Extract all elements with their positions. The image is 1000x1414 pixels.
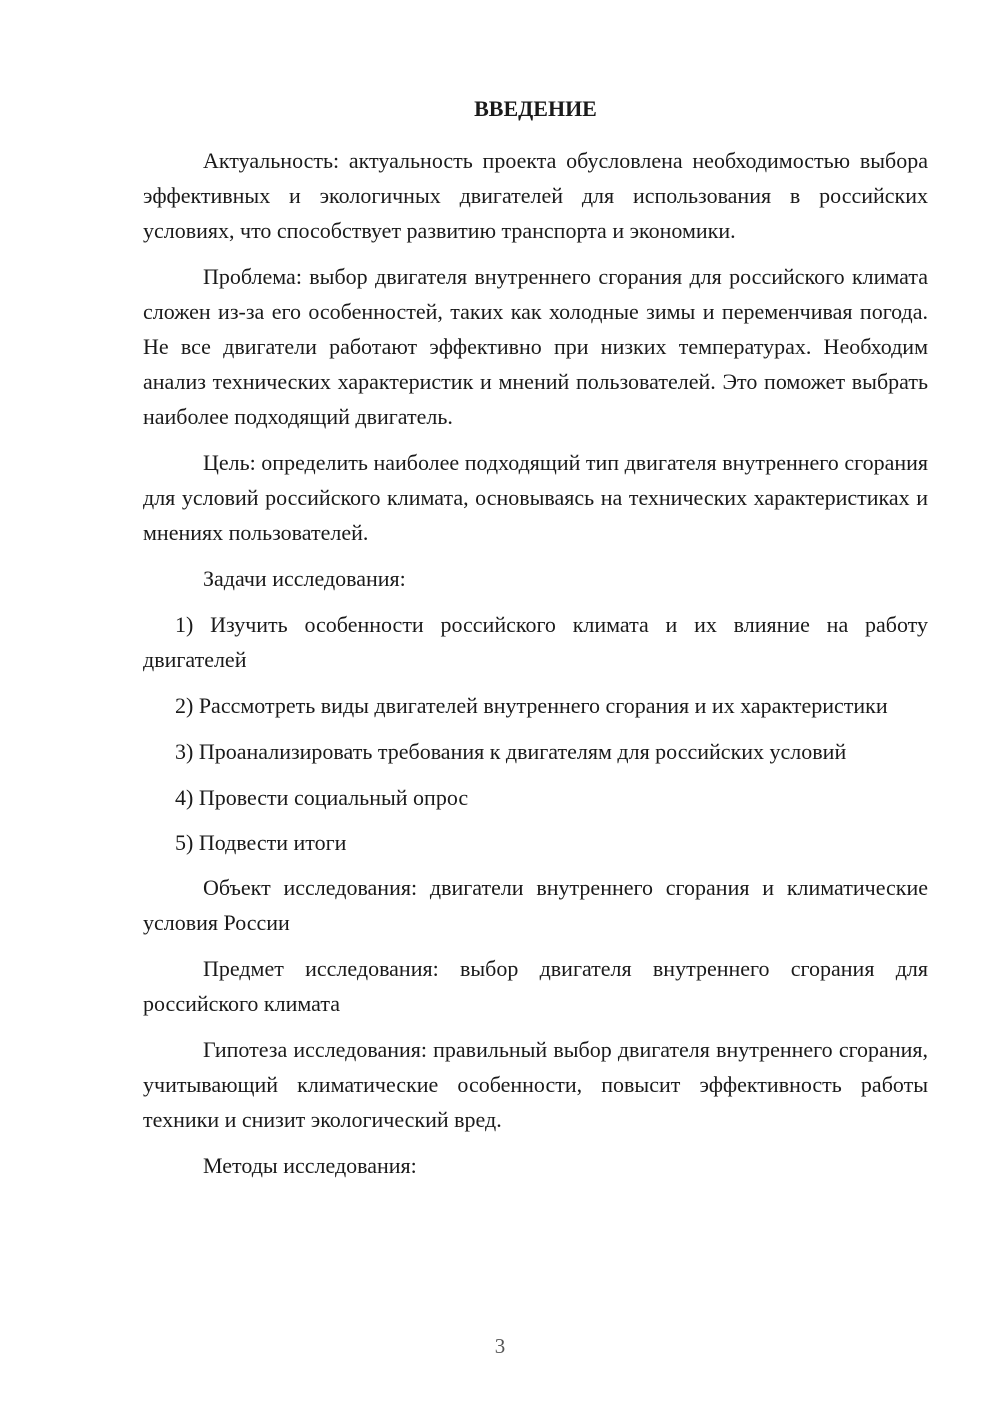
- task-item: 3) Проанализировать требования к двигателям для российских условий: [175, 739, 847, 764]
- task-item: 5) Подвести итоги: [175, 830, 347, 855]
- document-page: [143, 94, 928, 1194]
- subject-paragraph: Предмет исследования: выбор двигателя внутреннего сгорания для российского климата: [143, 956, 928, 1016]
- page-title: ВВЕДЕНИЕ: [474, 96, 597, 121]
- problem-paragraph: Проблема: выбор двигателя внутреннего сгорания для российского климата сложен из-за его особенностей, таких как холодные зимы и переменчивая погода. Не все двигатели работают эффективно при низких температурах. Необходим анализ технических характеристик и мнений пользователей. Это поможет выбрать наиболее подходящий двигатель.: [143, 264, 928, 429]
- task-item: 2) Рассмотреть виды двигателей внутреннего сгорания и их характеристики: [175, 693, 888, 718]
- task-item: 4) Провести социальный опрос: [175, 785, 469, 810]
- object-paragraph: Объект исследования: двигатели внутреннего сгорания и климатические условия России: [143, 875, 928, 935]
- task-item: 1) Изучить особенности российского климата и их влияние на работу двигателей: [143, 612, 928, 672]
- methods-heading: Методы исследования:: [203, 1153, 417, 1178]
- relevance-paragraph: Актуальность: актуальность проекта обусловлена необходимостью выбора эффективных и экологичных двигателей для использования в российских условиях, что способствует развитию транспорта и экономики.: [143, 148, 928, 243]
- page-number: 3: [494, 1334, 506, 1358]
- goal-paragraph: Цель: определить наиболее подходящий тип двигателя внутреннего сгорания для условий российского климата, основываясь на технических характеристиках и мнениях пользователей.: [143, 450, 928, 545]
- tasks-heading: Задачи исследования:: [203, 566, 406, 591]
- hypothesis-paragraph: Гипотеза исследования: правильный выбор двигателя внутреннего сгорания, учитывающий климатические особенности, повысит эффективность работы техники и снизит экологический вред.: [143, 1037, 928, 1132]
